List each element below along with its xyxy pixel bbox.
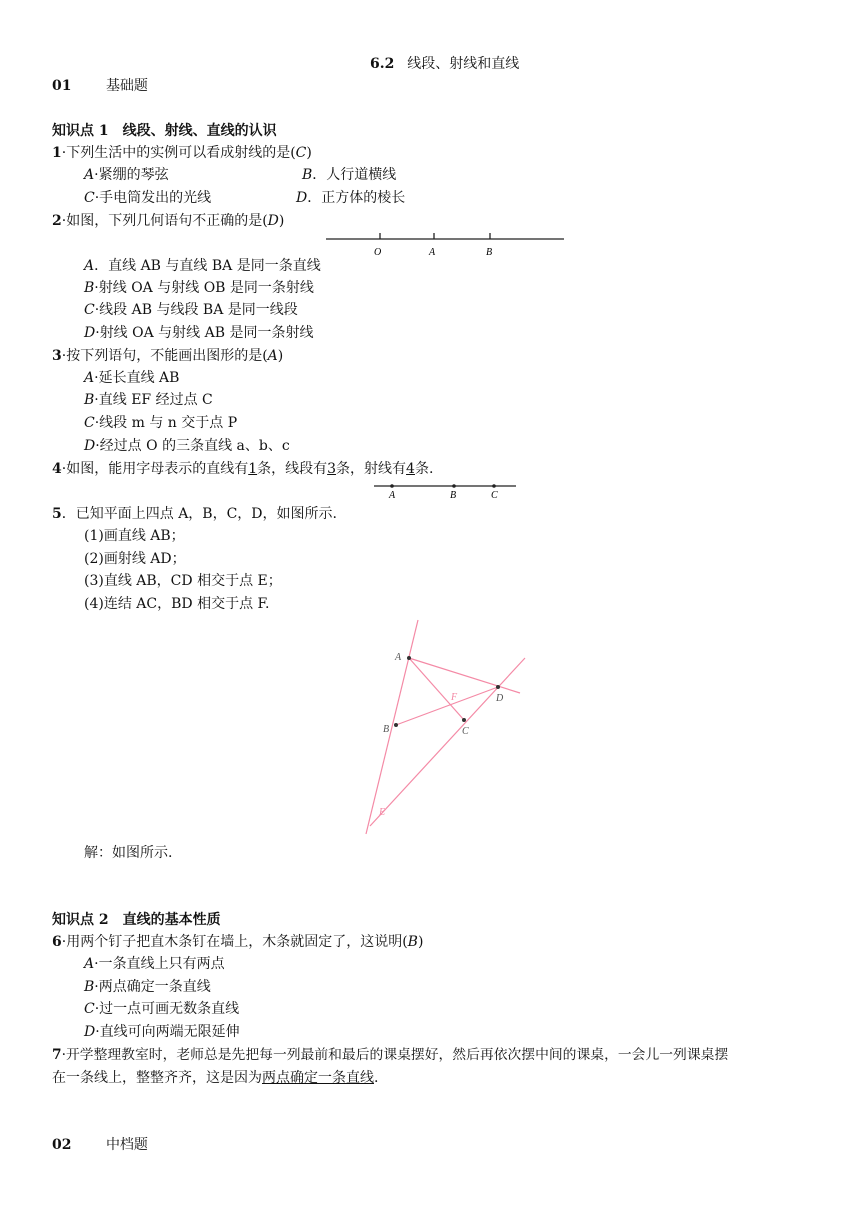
answer-rays: 4	[406, 461, 415, 477]
option-c: C·手电筒发出的光线	[84, 190, 212, 206]
option-a: A·延长直线 AB	[84, 370, 180, 386]
section-intermediate	[52, 1135, 148, 1155]
question-number: 1	[52, 145, 62, 161]
option-d: D．正方体的棱长	[296, 190, 406, 206]
label-c: C	[491, 490, 498, 501]
figure-line-abc	[370, 478, 520, 502]
knowledge-point-2: 知识点 2 直线的基本性质	[52, 912, 221, 928]
step-1: (1)画直线 AB；	[84, 528, 185, 544]
question-stem: 下列生活中的实例可以看成射线的是(	[66, 145, 296, 161]
figure-q5-construction	[360, 618, 540, 838]
solution: 解：如图所示.	[84, 845, 173, 861]
option-b: B·直线 EF 经过点 C	[84, 392, 213, 408]
section-label: 中档题	[105, 1137, 148, 1153]
question-4: 4·如图，能用字母表示的直线有1条，线段有3条，射线有4条.	[52, 461, 434, 477]
page-title	[370, 54, 519, 74]
question-5: 5．已知平面上四点 A，B，C，D，如图所示.	[52, 506, 337, 522]
option-d: D·射线 OA 与射线 AB 是同一条射线	[84, 325, 314, 341]
option-c: C·过一点可画无数条直线	[84, 1001, 240, 1017]
label-b: B	[383, 724, 390, 735]
label-a: A	[389, 490, 396, 501]
question-7-cont: 在一条线上，整整齐齐，这是因为两点确定一条直线.	[52, 1070, 379, 1086]
label-a: A	[395, 652, 402, 663]
option-d: D·经过点 O 的三条直线 a、b、c	[84, 438, 290, 454]
answer: B	[407, 934, 418, 950]
question-3: 3·按下列语句，不能画出图形的是(A)	[52, 348, 284, 364]
question-1: 1·下列生活中的实例可以看成射线的是(C)	[52, 145, 312, 161]
label-f: F	[451, 692, 458, 703]
label-c: C	[462, 726, 469, 737]
section-number: 01	[52, 78, 72, 94]
option-a: A·一条直线上只有两点	[84, 956, 225, 972]
label-d: D	[496, 693, 504, 704]
option-c: C·线段 AB 与线段 BA 是同一线段	[84, 302, 298, 318]
option-d: D·直线可向两端无限延伸	[84, 1024, 240, 1040]
option-a: A·紧绷的琴弦	[84, 167, 169, 183]
option-c: C·线段 m 与 n 交于点 P	[84, 415, 238, 431]
figure-ray-oab	[322, 229, 568, 259]
answer: A	[267, 348, 278, 364]
label-b: B	[486, 247, 493, 258]
option-b: B·两点确定一条直线	[84, 979, 211, 995]
label-e: E	[379, 807, 386, 818]
step-4: (4)连结 AC，BD 相交于点 F.	[84, 596, 270, 612]
label-b: B	[450, 490, 457, 501]
title-number: 6.2	[370, 56, 395, 72]
knowledge-point-1: 知识点 1 线段、射线、直线的认识	[52, 123, 277, 139]
answer: C	[295, 145, 307, 161]
answer: D	[267, 213, 279, 229]
section-number: 02	[52, 1137, 72, 1153]
title-text: 线段、射线和直线	[407, 56, 520, 72]
label-o: O	[374, 247, 382, 258]
option-a: A．直线 AB 与直线 BA 是同一条直线	[84, 258, 321, 274]
section-basic	[52, 76, 148, 96]
section-label: 基础题	[105, 78, 148, 94]
question-2: 2·如图，下列几何语句不正确的是(D)	[52, 213, 285, 229]
answer-lines: 1	[248, 461, 258, 477]
answer-segments: 3	[327, 461, 337, 477]
question-7: 7·开学整理教室时，老师总是先把每一列最前和最后的课桌摆好，然后再依次摆中间的课桌，一会儿一列课桌摆	[52, 1047, 729, 1063]
step-2: (2)画射线 AD；	[84, 551, 186, 567]
step-3: (3)直线 AB，CD 相交于点 E；	[84, 573, 282, 589]
option-b: B．人行道横线	[302, 167, 397, 183]
label-a: A	[429, 247, 436, 258]
option-b: B·射线 OA 与射线 OB 是同一条射线	[84, 280, 314, 296]
question-6: 6·用两个钉子把直木条钉在墙上，木条就固定了，这说明(B)	[52, 934, 424, 950]
answer: 两点确定一条直线	[262, 1070, 374, 1086]
